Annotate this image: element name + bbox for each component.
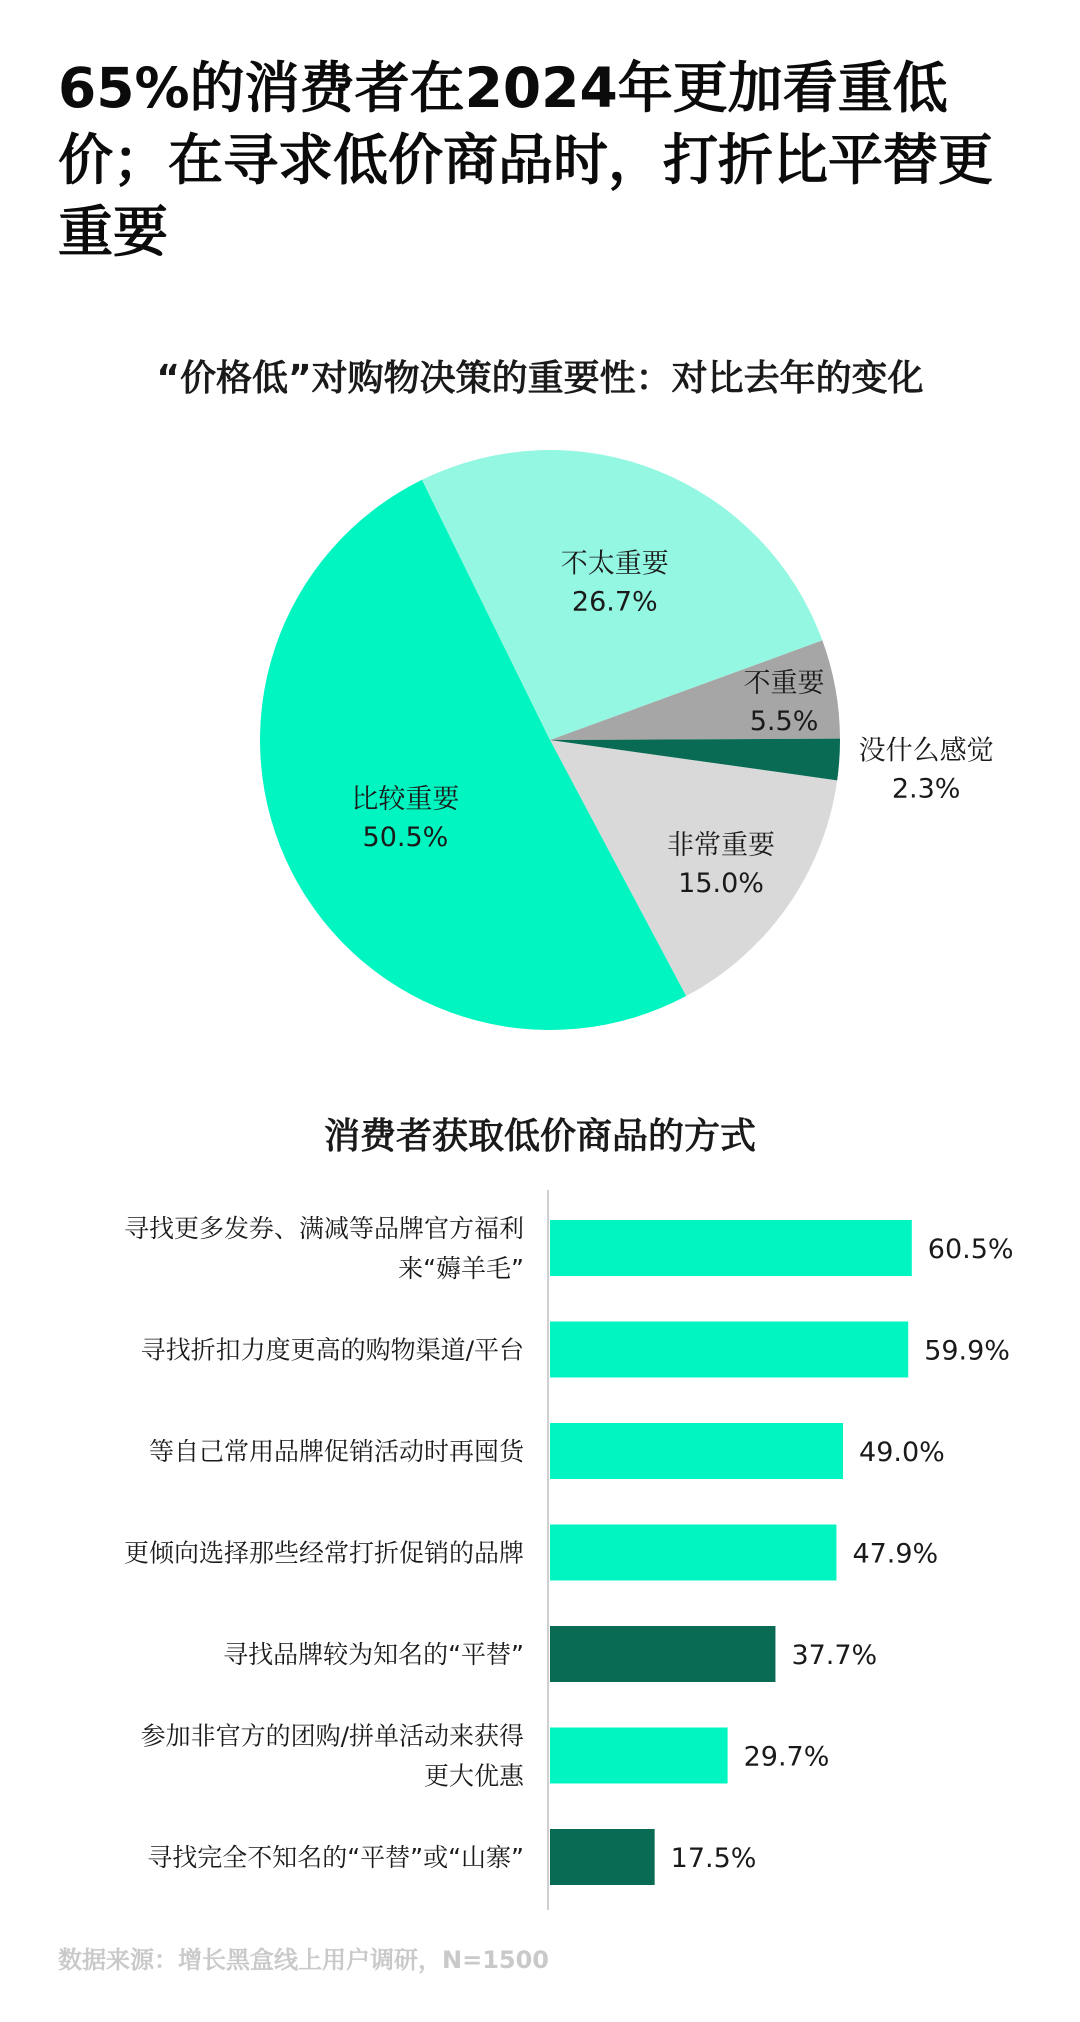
bar-2 xyxy=(550,1322,908,1378)
pie-label-5: 没什么感觉 xyxy=(858,735,994,767)
bar-chart-svg xyxy=(0,1190,1080,1930)
bar-value-label-2: 59.9% xyxy=(924,1335,1010,1367)
source-note: 数据来源：增长黑盒线上用户调研，N=1500 xyxy=(58,1946,549,1974)
pie-value-2: 50.5% xyxy=(362,821,449,853)
bar-7 xyxy=(550,1829,655,1885)
bar-category-label-2: 寻找折扣力度更高的购物渠道/平台 xyxy=(140,1335,524,1365)
bar-category-label-3: 等自己常用品牌促销活动时再囤货 xyxy=(148,1437,524,1466)
pie-label-4: 不重要 xyxy=(743,667,825,699)
pie-chart-title: “价格低”对购物决策的重要性：对比去年的变化 xyxy=(156,358,924,399)
bar-category-label-6-line-2: 更大优惠 xyxy=(423,1761,524,1791)
pie-value-4: 5.5% xyxy=(749,705,819,737)
bar-1 xyxy=(550,1220,912,1276)
pie-label-1: 非常重要 xyxy=(667,829,776,861)
bar-category-label-1-line-2: 来“薅羊毛” xyxy=(398,1254,524,1283)
bar-4 xyxy=(550,1525,836,1581)
bar-chart-title: 消费者获取低价商品的方式 xyxy=(323,1116,756,1157)
pie-value-5: 2.3% xyxy=(891,773,961,805)
bar-category-label-6-line-1: 参加非官方的团购/拼单活动来获得 xyxy=(140,1721,524,1751)
bar-chart xyxy=(0,1190,1080,1930)
bar-5 xyxy=(550,1626,775,1682)
headline: 65%的消费者在2024年更加看重低价；在寻求低价商品时，打折比平替更重要 xyxy=(58,56,994,264)
bar-value-label-4: 47.9% xyxy=(852,1538,939,1570)
bar-value-label-3: 49.0% xyxy=(859,1437,945,1468)
bar-category-label-1-line-1: 寻找更多发券、满减等品牌官方福利 xyxy=(123,1214,524,1243)
bar-category-label-4: 更倾向选择那些经常打折促销的品牌 xyxy=(123,1538,524,1568)
pie-label-3: 不太重要 xyxy=(560,548,669,580)
bar-value-label-6: 29.7% xyxy=(743,1741,830,1773)
pie-chart-svg xyxy=(0,440,1080,1060)
bar-6 xyxy=(550,1728,728,1784)
bar-value-label-1: 60.5% xyxy=(927,1234,1014,1265)
bar-category-label-7: 寻找完全不知名的“平替”或“山寨” xyxy=(147,1843,524,1872)
pie-chart xyxy=(0,440,1080,1060)
pie-value-1: 15.0% xyxy=(678,867,764,899)
bar-value-label-7: 17.5% xyxy=(670,1843,757,1874)
pie-value-3: 26.7% xyxy=(571,586,658,618)
bar-3 xyxy=(550,1423,843,1479)
bar-value-label-5: 37.7% xyxy=(791,1640,878,1671)
bar-category-label-5: 寻找品牌较为知名的“平替” xyxy=(223,1640,524,1669)
pie-label-2: 比较重要 xyxy=(351,783,460,815)
